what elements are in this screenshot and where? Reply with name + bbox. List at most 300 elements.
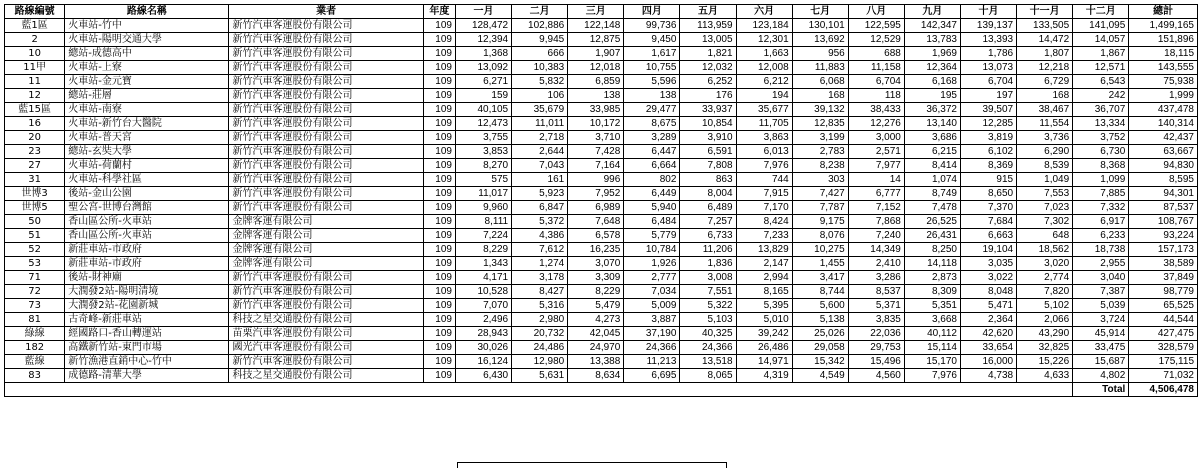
- table-cell: 3,724: [1073, 313, 1129, 327]
- table-cell: 3,863: [736, 131, 792, 145]
- table-cell: 32,825: [1017, 341, 1073, 355]
- table-cell: 16,124: [455, 355, 511, 369]
- column-header: 十一月: [1017, 5, 1073, 19]
- table-cell: 3,910: [680, 131, 736, 145]
- table-cell: 1,343: [455, 257, 511, 271]
- table-cell: 2,980: [512, 313, 568, 327]
- table-cell: 5,371: [848, 299, 904, 313]
- table-cell: 6,704: [960, 75, 1016, 89]
- table-cell: 2,066: [1017, 313, 1073, 327]
- column-header: 九月: [904, 5, 960, 19]
- table-cell: 109: [423, 89, 455, 103]
- table-cell: 7,257: [680, 215, 736, 229]
- table-cell: 5,372: [512, 215, 568, 229]
- table-cell: 15,114: [904, 341, 960, 355]
- table-cell: 10,784: [624, 243, 680, 257]
- table-cell: 5,471: [960, 299, 1016, 313]
- table-cell: 3,417: [792, 271, 848, 285]
- table-cell: 香山區公所-火車站: [65, 215, 229, 229]
- table-cell: 802: [624, 173, 680, 187]
- table-cell: 14,971: [736, 355, 792, 369]
- table-cell: 161: [512, 173, 568, 187]
- column-header: 二月: [512, 5, 568, 19]
- table-cell: 303: [792, 173, 848, 187]
- table-cell: 8,634: [568, 369, 624, 383]
- table-cell: 13,092: [455, 61, 511, 75]
- table-cell: 72: [5, 285, 65, 299]
- table-cell: 7,976: [736, 159, 792, 173]
- table-cell: 12,835: [792, 117, 848, 131]
- table-cell: 1,499,165: [1129, 19, 1198, 33]
- table-cell: 11,011: [512, 117, 568, 131]
- table-cell: 6,730: [1073, 145, 1129, 159]
- table-cell: 7,684: [960, 215, 1016, 229]
- table-cell: 5,039: [1073, 299, 1129, 313]
- table-cell: 12,301: [736, 33, 792, 47]
- table-cell: 7,043: [512, 159, 568, 173]
- table-cell: 11,213: [624, 355, 680, 369]
- table-cell: 9,945: [512, 33, 568, 47]
- table-cell: 8,048: [960, 285, 1016, 299]
- column-header: 三月: [568, 5, 624, 19]
- table-cell: 1,926: [624, 257, 680, 271]
- column-header: 年度: [423, 5, 455, 19]
- table-cell: 藍1區: [5, 19, 65, 33]
- column-header: 業者: [229, 5, 423, 19]
- table-cell: 6,215: [904, 145, 960, 159]
- table-cell: 5,103: [680, 313, 736, 327]
- table-cell: 13,073: [960, 61, 1016, 75]
- table-cell: 8,250: [904, 243, 960, 257]
- table-cell: 24,486: [512, 341, 568, 355]
- table-cell: 35,679: [512, 103, 568, 117]
- table-row: [5, 75, 1198, 89]
- table-cell: 35,677: [736, 103, 792, 117]
- table-cell: 8,076: [792, 229, 848, 243]
- table-cell: 3,710: [568, 131, 624, 145]
- table-cell: 19,104: [960, 243, 1016, 257]
- table-cell: 7,648: [568, 215, 624, 229]
- table-cell: 26,486: [736, 341, 792, 355]
- table-cell: 15,226: [1017, 355, 1073, 369]
- table-cell: 63,667: [1129, 145, 1198, 159]
- table-cell: 36,707: [1073, 103, 1129, 117]
- table-cell: 7,808: [680, 159, 736, 173]
- table-cell: 1,786: [960, 47, 1016, 61]
- table-cell: 7,427: [792, 187, 848, 201]
- table-cell: 火車站-陽明交通大學: [65, 33, 229, 47]
- table-cell: 94,301: [1129, 187, 1198, 201]
- table-cell: 新莊車站-市政府: [65, 243, 229, 257]
- table-cell: 5,631: [512, 369, 568, 383]
- table-cell: 39,242: [736, 327, 792, 341]
- table-cell: 13,334: [1073, 117, 1129, 131]
- table-cell: 12,473: [455, 117, 511, 131]
- table-cell: 5,832: [512, 75, 568, 89]
- table-cell: 10,755: [624, 61, 680, 75]
- table-cell: 12,285: [960, 117, 1016, 131]
- table-cell: 36,372: [904, 103, 960, 117]
- table-cell: 火車站-普天宮: [65, 131, 229, 145]
- table-cell: 6,271: [455, 75, 511, 89]
- table-cell: 7,164: [568, 159, 624, 173]
- table-cell: 5,923: [512, 187, 568, 201]
- table-cell: 3,070: [568, 257, 624, 271]
- table-cell: 38,467: [1017, 103, 1073, 117]
- table-cell: 141,095: [1073, 19, 1129, 33]
- column-header: 十月: [960, 5, 1016, 19]
- table-cell: 3,755: [455, 131, 511, 145]
- table-cell: 94,830: [1129, 159, 1198, 173]
- total-row: [5, 383, 1198, 397]
- ridership-table: [4, 4, 1198, 397]
- table-cell: 6,704: [848, 75, 904, 89]
- table-cell: 國光汽車客運股份有限公司: [229, 341, 423, 355]
- table-cell: 38,589: [1129, 257, 1198, 271]
- table-cell: 總站-成德高中: [65, 47, 229, 61]
- table-cell: 新竹汽車客運股份有限公司: [229, 355, 423, 369]
- table-cell: 科技之星交通股份有限公司: [229, 313, 423, 327]
- footer-box: [457, 462, 727, 468]
- table-cell: 3,022: [960, 271, 1016, 285]
- table-cell: 108,767: [1129, 215, 1198, 229]
- table-cell: 6,447: [624, 145, 680, 159]
- table-cell: 12,980: [512, 355, 568, 369]
- table-cell: 1,867: [1073, 47, 1129, 61]
- table-cell: 24,366: [680, 341, 736, 355]
- total-spacer: [5, 383, 1073, 397]
- column-header: 四月: [624, 5, 680, 19]
- table-cell: 世博5: [5, 201, 65, 215]
- table-cell: 金牌客運有限公司: [229, 229, 423, 243]
- column-header: 五月: [680, 5, 736, 19]
- table-cell: 新竹汽車客運股份有限公司: [229, 271, 423, 285]
- table-cell: 11,158: [848, 61, 904, 75]
- table-cell: 242: [1073, 89, 1129, 103]
- table-cell: 4,273: [568, 313, 624, 327]
- table-cell: 83: [5, 369, 65, 383]
- table-cell: 火車站-南寮: [65, 103, 229, 117]
- table-cell: 195: [904, 89, 960, 103]
- table-cell: 39,507: [960, 103, 1016, 117]
- table-cell: 1,368: [455, 47, 511, 61]
- table-cell: 7,977: [848, 159, 904, 173]
- table-cell: 4,633: [1017, 369, 1073, 383]
- table-cell: 113,959: [680, 19, 736, 33]
- table-cell: 8,414: [904, 159, 960, 173]
- table-cell: 109: [423, 47, 455, 61]
- table-cell: 金牌客運有限公司: [229, 215, 423, 229]
- table-cell: 藍線: [5, 355, 65, 369]
- table-cell: 138: [624, 89, 680, 103]
- table-cell: 11,554: [1017, 117, 1073, 131]
- table-cell: 苗栗汽車客運股份有限公司: [229, 327, 423, 341]
- table-cell: 6,430: [455, 369, 511, 383]
- table-cell: 11,017: [455, 187, 511, 201]
- table-cell: 新竹汽車客運股份有限公司: [229, 145, 423, 159]
- table-cell: 109: [423, 271, 455, 285]
- table-row: [5, 47, 1198, 61]
- table-cell: 新竹漁港直銷中心-竹中: [65, 355, 229, 369]
- table-cell: 12,394: [455, 33, 511, 47]
- table-cell: 5,479: [568, 299, 624, 313]
- table-cell: 1,807: [1017, 47, 1073, 61]
- table-cell: 168: [1017, 89, 1073, 103]
- table-cell: 7,070: [455, 299, 511, 313]
- table-cell: 31: [5, 173, 65, 187]
- table-cell: 8,537: [848, 285, 904, 299]
- table-cell: 26,431: [904, 229, 960, 243]
- table-cell: 2,496: [455, 313, 511, 327]
- table-cell: 古奇峰-新莊車站: [65, 313, 229, 327]
- table-cell: 18,738: [1073, 243, 1129, 257]
- table-cell: 科技之星交通股份有限公司: [229, 369, 423, 383]
- table-row: [5, 327, 1198, 341]
- table-cell: 11: [5, 75, 65, 89]
- table-cell: 2,873: [904, 271, 960, 285]
- table-cell: 5,322: [680, 299, 736, 313]
- table-cell: 73: [5, 299, 65, 313]
- table-cell: 18,562: [1017, 243, 1073, 257]
- table-cell: 996: [568, 173, 624, 187]
- table-cell: 8,004: [680, 187, 736, 201]
- table-cell: 122,595: [848, 19, 904, 33]
- table-cell: 藍15區: [5, 103, 65, 117]
- table-cell: 火車站-上寮: [65, 61, 229, 75]
- table-cell: 27: [5, 159, 65, 173]
- table-cell: 6,233: [1073, 229, 1129, 243]
- table-cell: 956: [792, 47, 848, 61]
- table-cell: 1,907: [568, 47, 624, 61]
- table-cell: 7,915: [736, 187, 792, 201]
- table-cell: 109: [423, 173, 455, 187]
- table-cell: 24,366: [624, 341, 680, 355]
- table-cell: 4,319: [736, 369, 792, 383]
- table-cell: 火車站-荷蘭村: [65, 159, 229, 173]
- table-cell: 75,938: [1129, 75, 1198, 89]
- table-cell: 6,578: [568, 229, 624, 243]
- table-cell: 金牌客運有限公司: [229, 257, 423, 271]
- table-cell: 98,779: [1129, 285, 1198, 299]
- table-cell: 45,914: [1073, 327, 1129, 341]
- table-cell: 6,102: [960, 145, 1016, 159]
- table-cell: 4,386: [512, 229, 568, 243]
- table-cell: 15,687: [1073, 355, 1129, 369]
- table-cell: 2,571: [848, 145, 904, 159]
- table-cell: 12,529: [848, 33, 904, 47]
- table-cell: 8,744: [792, 285, 848, 299]
- table-cell: 新竹汽車客運股份有限公司: [229, 173, 423, 187]
- table-cell: 6,917: [1073, 215, 1129, 229]
- table-cell: 13,783: [904, 33, 960, 47]
- table-cell: 109: [423, 229, 455, 243]
- table-row: [5, 117, 1198, 131]
- table-cell: 8,065: [680, 369, 736, 383]
- table-cell: 1,617: [624, 47, 680, 61]
- table-cell: 3,736: [1017, 131, 1073, 145]
- table-cell: 427,475: [1129, 327, 1198, 341]
- column-header: 路線編號: [5, 5, 65, 19]
- table-cell: 3,668: [904, 313, 960, 327]
- table-cell: 3,286: [848, 271, 904, 285]
- table-cell: 109: [423, 299, 455, 313]
- table-cell: 7,478: [904, 201, 960, 215]
- table-cell: 33,475: [1073, 341, 1129, 355]
- table-cell: 40,105: [455, 103, 511, 117]
- table-cell: 7,612: [512, 243, 568, 257]
- table-cell: 138: [568, 89, 624, 103]
- table-cell: 3,309: [568, 271, 624, 285]
- table-cell: 29,058: [792, 341, 848, 355]
- table-cell: 火車站-科學社區: [65, 173, 229, 187]
- table-cell: 33,654: [960, 341, 1016, 355]
- table-cell: 12,008: [736, 61, 792, 75]
- table-cell: 7,224: [455, 229, 511, 243]
- table-cell: 10: [5, 47, 65, 61]
- table-cell: 1,274: [512, 257, 568, 271]
- table-cell: 1,455: [792, 257, 848, 271]
- table-cell: 142,347: [904, 19, 960, 33]
- table-cell: 高鐵新竹站-東門市場: [65, 341, 229, 355]
- column-header: 一月: [455, 5, 511, 19]
- table-cell: 3,835: [848, 313, 904, 327]
- table-cell: 後站-財神廟: [65, 271, 229, 285]
- table-cell: 新竹汽車客運股份有限公司: [229, 47, 423, 61]
- table-cell: 大潤發2站-陽明清境: [65, 285, 229, 299]
- table-cell: 15,496: [848, 355, 904, 369]
- table-cell: 3,853: [455, 145, 511, 159]
- table-cell: 6,013: [736, 145, 792, 159]
- table-cell: 1,999: [1129, 89, 1198, 103]
- table-cell: 93,224: [1129, 229, 1198, 243]
- table-cell: 12,364: [904, 61, 960, 75]
- table-cell: 39,132: [792, 103, 848, 117]
- table-cell: 13,140: [904, 117, 960, 131]
- table-cell: 6,449: [624, 187, 680, 201]
- table-cell: 12,571: [1073, 61, 1129, 75]
- table-cell: 7,332: [1073, 201, 1129, 215]
- table-row: [5, 33, 1198, 47]
- table-cell: 20,732: [512, 327, 568, 341]
- table-cell: 6,664: [624, 159, 680, 173]
- table-cell: 12,276: [848, 117, 904, 131]
- table-cell: 2,783: [792, 145, 848, 159]
- column-header: 六月: [736, 5, 792, 19]
- table-cell: 33,937: [680, 103, 736, 117]
- column-header: 十二月: [1073, 5, 1129, 19]
- table-cell: 10,528: [455, 285, 511, 299]
- table-cell: 109: [423, 19, 455, 33]
- table-row: [5, 145, 1198, 159]
- table-cell: 7,820: [1017, 285, 1073, 299]
- table-cell: 2,718: [512, 131, 568, 145]
- table-cell: 13,393: [960, 33, 1016, 47]
- table-cell: 2,147: [736, 257, 792, 271]
- table-cell: 3,035: [960, 257, 1016, 271]
- table-row: [5, 355, 1198, 369]
- table-row: [5, 369, 1198, 383]
- table-cell: 3,040: [1073, 271, 1129, 285]
- table-cell: 綠線: [5, 327, 65, 341]
- table-cell: 8,165: [736, 285, 792, 299]
- table-cell: 175,115: [1129, 355, 1198, 369]
- table-cell: 109: [423, 61, 455, 75]
- table-cell: 3,008: [680, 271, 736, 285]
- table-cell: 40,325: [680, 327, 736, 341]
- table-cell: 915: [960, 173, 1016, 187]
- table-cell: 14: [848, 173, 904, 187]
- table-cell: 6,168: [904, 75, 960, 89]
- table-cell: 109: [423, 201, 455, 215]
- table-row: [5, 257, 1198, 271]
- table-cell: 176: [680, 89, 736, 103]
- table-cell: 13,692: [792, 33, 848, 47]
- table-cell: 新竹汽車客運股份有限公司: [229, 299, 423, 313]
- table-cell: 火車站-新竹台大醫院: [65, 117, 229, 131]
- table-cell: 16,000: [960, 355, 1016, 369]
- table-row: [5, 103, 1198, 117]
- table-cell: 6,663: [960, 229, 1016, 243]
- table-cell: 102,886: [512, 19, 568, 33]
- table-cell: 1,049: [1017, 173, 1073, 187]
- table-cell: 1,099: [1073, 173, 1129, 187]
- total-value: 4,506,478: [1129, 383, 1198, 397]
- table-cell: 6,212: [736, 75, 792, 89]
- table-cell: 109: [423, 117, 455, 131]
- total-label: Total: [1073, 383, 1129, 397]
- table-cell: 109: [423, 341, 455, 355]
- header-row: [5, 5, 1198, 19]
- table-cell: 火車站-竹中: [65, 19, 229, 33]
- table-cell: 4,560: [848, 369, 904, 383]
- table-cell: 8,595: [1129, 173, 1198, 187]
- table-cell: 金牌客運有限公司: [229, 243, 423, 257]
- table-cell: 20: [5, 131, 65, 145]
- table-cell: 4,802: [1073, 369, 1129, 383]
- table-cell: 109: [423, 145, 455, 159]
- table-cell: 7,034: [624, 285, 680, 299]
- table-cell: 6,989: [568, 201, 624, 215]
- table-cell: 3,178: [512, 271, 568, 285]
- table-cell: 6,733: [680, 229, 736, 243]
- table-cell: 7,240: [848, 229, 904, 243]
- table-cell: 168: [792, 89, 848, 103]
- table-cell: 3,000: [848, 131, 904, 145]
- table-cell: 12,032: [680, 61, 736, 75]
- table-cell: 6,290: [1017, 145, 1073, 159]
- table-cell: 10,383: [512, 61, 568, 75]
- table-cell: 118: [848, 89, 904, 103]
- table-cell: 香山區公所-火車站: [65, 229, 229, 243]
- table-cell: 12,218: [1017, 61, 1073, 75]
- table-cell: 23: [5, 145, 65, 159]
- table-cell: 新竹汽車客運股份有限公司: [229, 117, 423, 131]
- table-cell: 5,102: [1017, 299, 1073, 313]
- table-cell: 109: [423, 75, 455, 89]
- table-cell: 5,779: [624, 229, 680, 243]
- table-cell: 8,749: [904, 187, 960, 201]
- table-cell: 7,387: [1073, 285, 1129, 299]
- table-cell: 總站-玄奘大學: [65, 145, 229, 159]
- table-row: [5, 159, 1198, 173]
- table-cell: 109: [423, 327, 455, 341]
- table-cell: 863: [680, 173, 736, 187]
- table-cell: 6,252: [680, 75, 736, 89]
- table-cell: 7,885: [1073, 187, 1129, 201]
- table-cell: 130,101: [792, 19, 848, 33]
- table-cell: 新竹汽車客運股份有限公司: [229, 75, 423, 89]
- table-cell: 6,068: [792, 75, 848, 89]
